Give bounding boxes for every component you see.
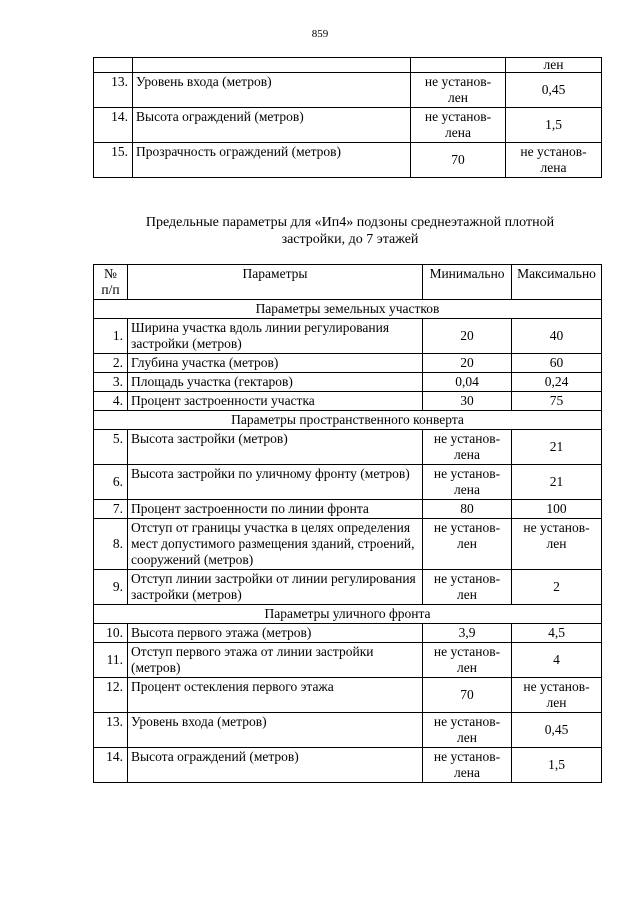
parameter-name: Процент застроенности участка: [128, 392, 423, 411]
parameter-name: Площадь участка (гектаров): [128, 373, 423, 392]
table-row: [94, 713, 602, 748]
section-row: [94, 411, 602, 430]
header-minimum: Минимально: [423, 265, 512, 300]
minimum-value: не установ- лен: [423, 643, 512, 678]
table-row: [94, 570, 602, 605]
row-number: 13.: [94, 713, 128, 748]
page-number: 859: [311, 28, 329, 40]
header-row: [94, 265, 602, 300]
parameter-name: Отступ первого этажа от линии застройки (метров): [128, 643, 423, 678]
parameters-table: [93, 264, 602, 783]
parameter-name: Высота застройки (метров): [128, 430, 423, 465]
maximum-value: не установ- лен: [512, 678, 602, 713]
table-row: [94, 519, 602, 570]
maximum-value: 21: [512, 430, 602, 465]
maximum-value: 100: [512, 500, 602, 519]
row-number: 14.: [94, 108, 133, 143]
parameter-name: Процент застроенности по линии фронта: [128, 500, 423, 519]
maximum-value: не установ- лен: [512, 519, 602, 570]
row-number: 13.: [94, 73, 133, 108]
top-table-body: [94, 58, 602, 178]
minimum-value: не установ- лена: [411, 108, 506, 143]
section-title: Параметры земельных участков: [94, 300, 602, 319]
table-row: [94, 319, 602, 354]
section-title: Параметры уличного фронта: [94, 605, 602, 624]
minimum-value: [411, 58, 506, 73]
maximum-value: 0,24: [512, 373, 602, 392]
maximum-value: 75: [512, 392, 602, 411]
table-row: [94, 430, 602, 465]
minimum-value: 20: [423, 319, 512, 354]
row-number: 12.: [94, 678, 128, 713]
table-row: [94, 748, 602, 783]
row-number: 1.: [94, 319, 128, 354]
table-row: [94, 643, 602, 678]
minimum-value: 70: [423, 678, 512, 713]
minimum-value: не установ- лен: [423, 570, 512, 605]
table-row: [94, 354, 602, 373]
maximum-value: 40: [512, 319, 602, 354]
parameter-name: Процент остекления первого этажа: [128, 678, 423, 713]
minimum-value: не установ- лен: [423, 519, 512, 570]
parameter-name: Прозрачность ограждений (метров): [133, 143, 411, 178]
row-number: 10.: [94, 624, 128, 643]
table-row: [94, 500, 602, 519]
parameter-name: Высота первого этажа (метров): [128, 624, 423, 643]
row-number: 8.: [94, 519, 128, 570]
row-number: 11.: [94, 643, 128, 678]
table-row: [94, 143, 602, 178]
table-heading: Предельные параметры для «Ип4» подзоны среднеэтажной плотной застройки, до 7 этажей: [145, 215, 555, 247]
maximum-value: 0,45: [512, 713, 602, 748]
maximum-value: 1,5: [512, 748, 602, 783]
row-number: 7.: [94, 500, 128, 519]
section-title: Параметры пространственного конверта: [94, 411, 602, 430]
section-row: [94, 605, 602, 624]
minimum-value: 70: [411, 143, 506, 178]
maximum-value: 4,5: [512, 624, 602, 643]
row-number: [94, 58, 133, 73]
header-parameters: Параметры: [128, 265, 423, 300]
minimum-value: не установ- лена: [423, 465, 512, 500]
parameter-name: Отступ линии застройки от линии регулирования застройки (метров): [128, 570, 423, 605]
parameter-name: Высота застройки по уличному фронту (метров): [128, 465, 423, 500]
parameter-name: Ширина участка вдоль линии регулирования застройки (метров): [128, 319, 423, 354]
maximum-value: лен: [506, 58, 602, 73]
table-row: [94, 465, 602, 500]
maximum-value: 1,5: [506, 108, 602, 143]
table-row: [94, 678, 602, 713]
row-number: 3.: [94, 373, 128, 392]
minimum-value: 3,9: [423, 624, 512, 643]
parameter-name: Отступ от границы участка в целях определения мест допустимого размещения зданий, строений, сооружений (метров): [128, 519, 423, 570]
section-row: [94, 300, 602, 319]
row-number: 15.: [94, 143, 133, 178]
maximum-value: не установ- лена: [506, 143, 602, 178]
row-number: 6.: [94, 465, 128, 500]
table-row: [94, 73, 602, 108]
row-number: 4.: [94, 392, 128, 411]
table-row: [94, 392, 602, 411]
table-row: [94, 624, 602, 643]
minimum-value: не установ- лена: [423, 748, 512, 783]
row-number: 9.: [94, 570, 128, 605]
maximum-value: 4: [512, 643, 602, 678]
parameter-name: Высота ограждений (метров): [133, 108, 411, 143]
minimum-value: 20: [423, 354, 512, 373]
maximum-value: 60: [512, 354, 602, 373]
header-maximum: Максимально: [512, 265, 602, 300]
minimum-value: не установ- лена: [423, 430, 512, 465]
parameter-name: [133, 58, 411, 73]
minimum-value: 30: [423, 392, 512, 411]
minimum-value: 0,04: [423, 373, 512, 392]
parameter-name: Уровень входа (метров): [128, 713, 423, 748]
header-number: № п/п: [94, 265, 128, 300]
table-row: [94, 373, 602, 392]
top-table: [93, 57, 602, 178]
minimum-value: 80: [423, 500, 512, 519]
row-number: 5.: [94, 430, 128, 465]
row-number: 14.: [94, 748, 128, 783]
maximum-value: 2: [512, 570, 602, 605]
table-row: [94, 58, 602, 73]
parameter-name: Высота ограждений (метров): [128, 748, 423, 783]
minimum-value: не установ- лен: [423, 713, 512, 748]
row-number: 2.: [94, 354, 128, 373]
maximum-value: 21: [512, 465, 602, 500]
parameter-name: Глубина участка (метров): [128, 354, 423, 373]
maximum-value: 0,45: [506, 73, 602, 108]
minimum-value: не установ- лен: [411, 73, 506, 108]
table-row: [94, 108, 602, 143]
parameters-table-body: [94, 300, 602, 783]
parameter-name: Уровень входа (метров): [133, 73, 411, 108]
